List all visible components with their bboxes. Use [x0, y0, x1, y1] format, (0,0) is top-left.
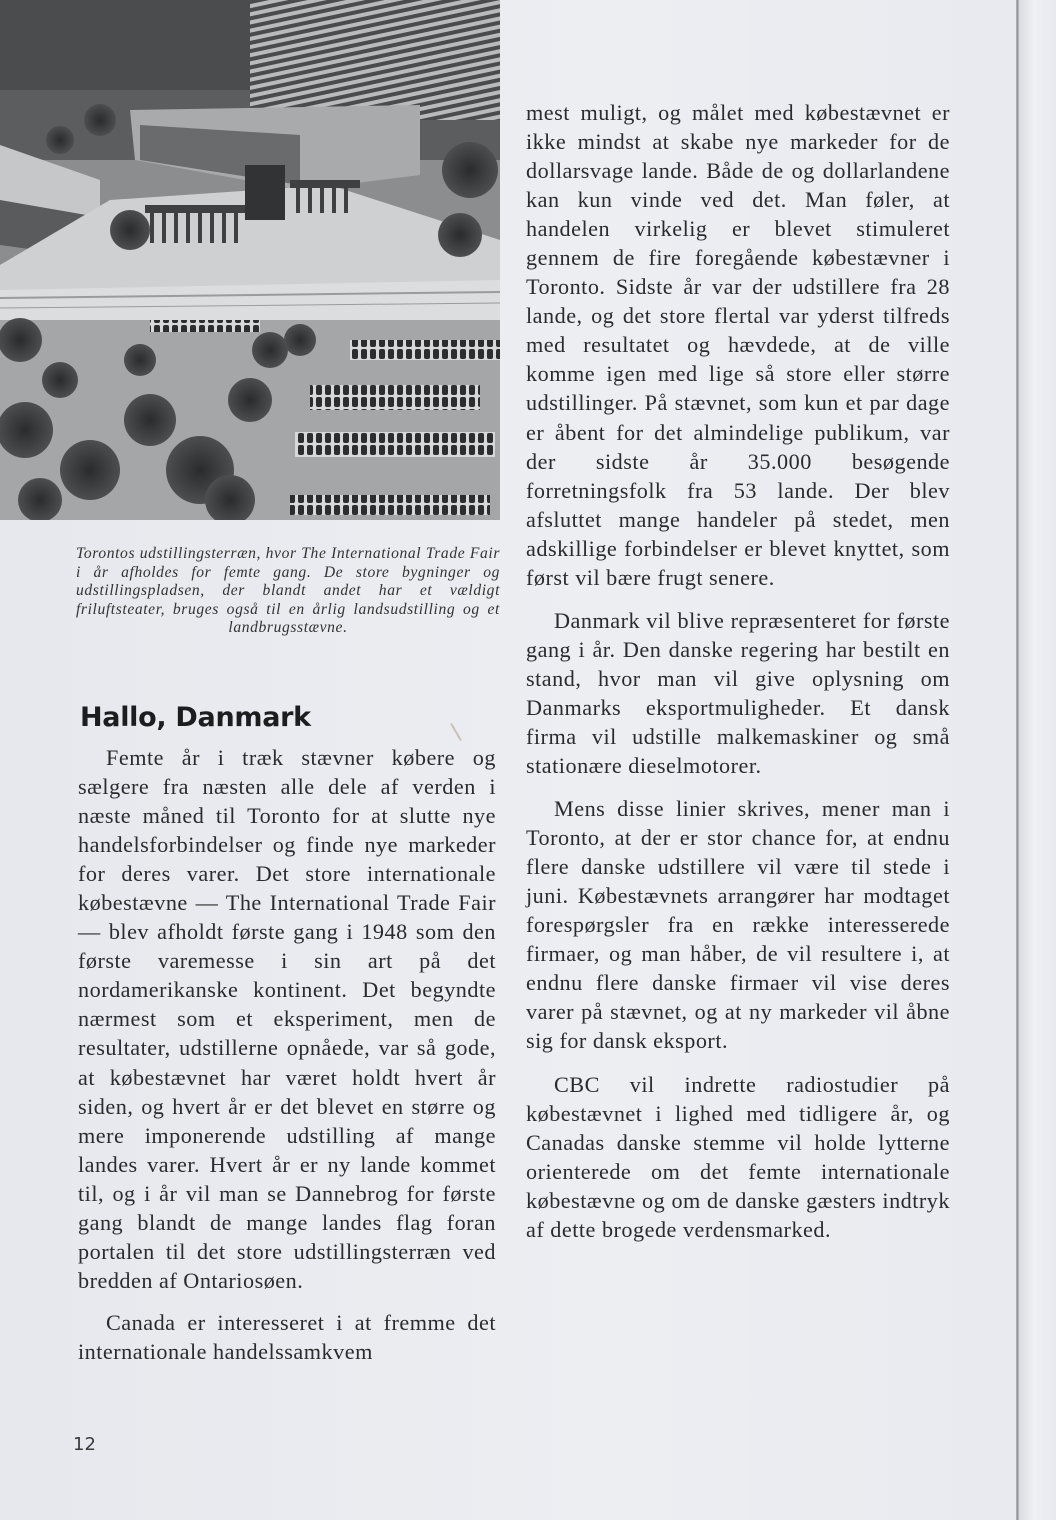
article-column-left	[78, 743, 496, 1366]
aerial-photo-exhibition-grounds	[0, 0, 500, 520]
photo-illustration	[0, 0, 500, 520]
paper-speck	[450, 723, 462, 741]
paragraph: Mens disse linier skrives, mener man i Toronto, at der er stor chance for, at endnu flere danske udstillere vil være til stede i juni. Købestævnets arrangører har modtaget forespørgsler fra en række interesserede firmaer, og man håber, de vil resultere i, at endnu flere danske firmaer vil vise deres varer på stævnet, og at ny markeder vil åbne sig for dansk eksport.	[526, 796, 950, 1054]
paragraph: mest muligt, og målet med købestævnet er ikke mindst at skabe nye markeder for de dollarsvage lande. Både de og dollarlandene kan kun vinde ved det. Man føler, at handelen virkelig er blevet stimuleret gennem de fire foregående købestævner i Toronto. Sidste år var der udstillere fra 28 lande, og det store flertal var yderst tilfreds med resultatet og hævdede, at de ville komme igen med lige så store eller større udstillinger. På stævnet, som kun et par dage er åbent for det almindelige publikum, var der sidste år 35.000 besøgende forretningsfolk fra 53 lande. Der blev afsluttet mange handeler på stedet, men adskillige forbindelser er blevet knyttet, som først vil bære frugt senere.	[526, 100, 950, 590]
page-number: 12	[73, 1434, 96, 1455]
article-title: Hallo, Danmark	[80, 702, 311, 733]
next-page-edge	[1019, 0, 1056, 1520]
paragraph: Danmark vil blive repræsenteret for første gang i år. Den danske regering har bestilt en stand, hvor man vil give oplysning om Danmarks eksportmuligheder. Et dansk firma vil udstille malkemaskiner og små stationære dieselmotorer.	[526, 607, 950, 779]
article-column-right	[526, 98, 950, 1244]
paragraph: Femte år i træk stævner købere og sælgere fra næsten alle dele af verden i næste måned til Toronto for at slutte nye handelsforbindelser og finde nye markeder for deres varer. Det store internationale købestævne — The International Trade Fair — blev afholdt første gang i 1948 som den første varemesse i sin art på det nordamerikanske kontinent. Det begyndte nærmest som et eksperiment, men de resultater, udstillerne opnåede, var så gode, at købestævnet har været holdt hvert år siden, og hvert år er det blevet en større og mere imponerende udstilling af mange landes varer. Hvert år er ny lande kommet til, og i år vil man se Dannebrog for første gang blandt de mange landes flag foran portalen til det store udstillingsterræn ved bredden af Ontariosøen.	[78, 745, 496, 1293]
photo-caption: Torontos udstillingsterræn, hvor The International Trade Fair i år afholdes for femte gang. De store bygninger og udstillingspladsen, der blandt andet har et vældigt friluftsteater, bruges også til en årlig landsudstilling og et landbrugsstævne.	[76, 545, 500, 637]
paragraph: Canada er interesseret i at fremme det internationale handelssamkvem	[78, 1309, 496, 1364]
paragraph: CBC vil indrette radiostudier på købestævnet i lighed med tidligere år, og Canadas danske stemme vil holde lytterne orienterede om det femte internationale købestævne og om de danske gæsters indtryk af dette brogede verdensmarked.	[526, 1071, 950, 1242]
